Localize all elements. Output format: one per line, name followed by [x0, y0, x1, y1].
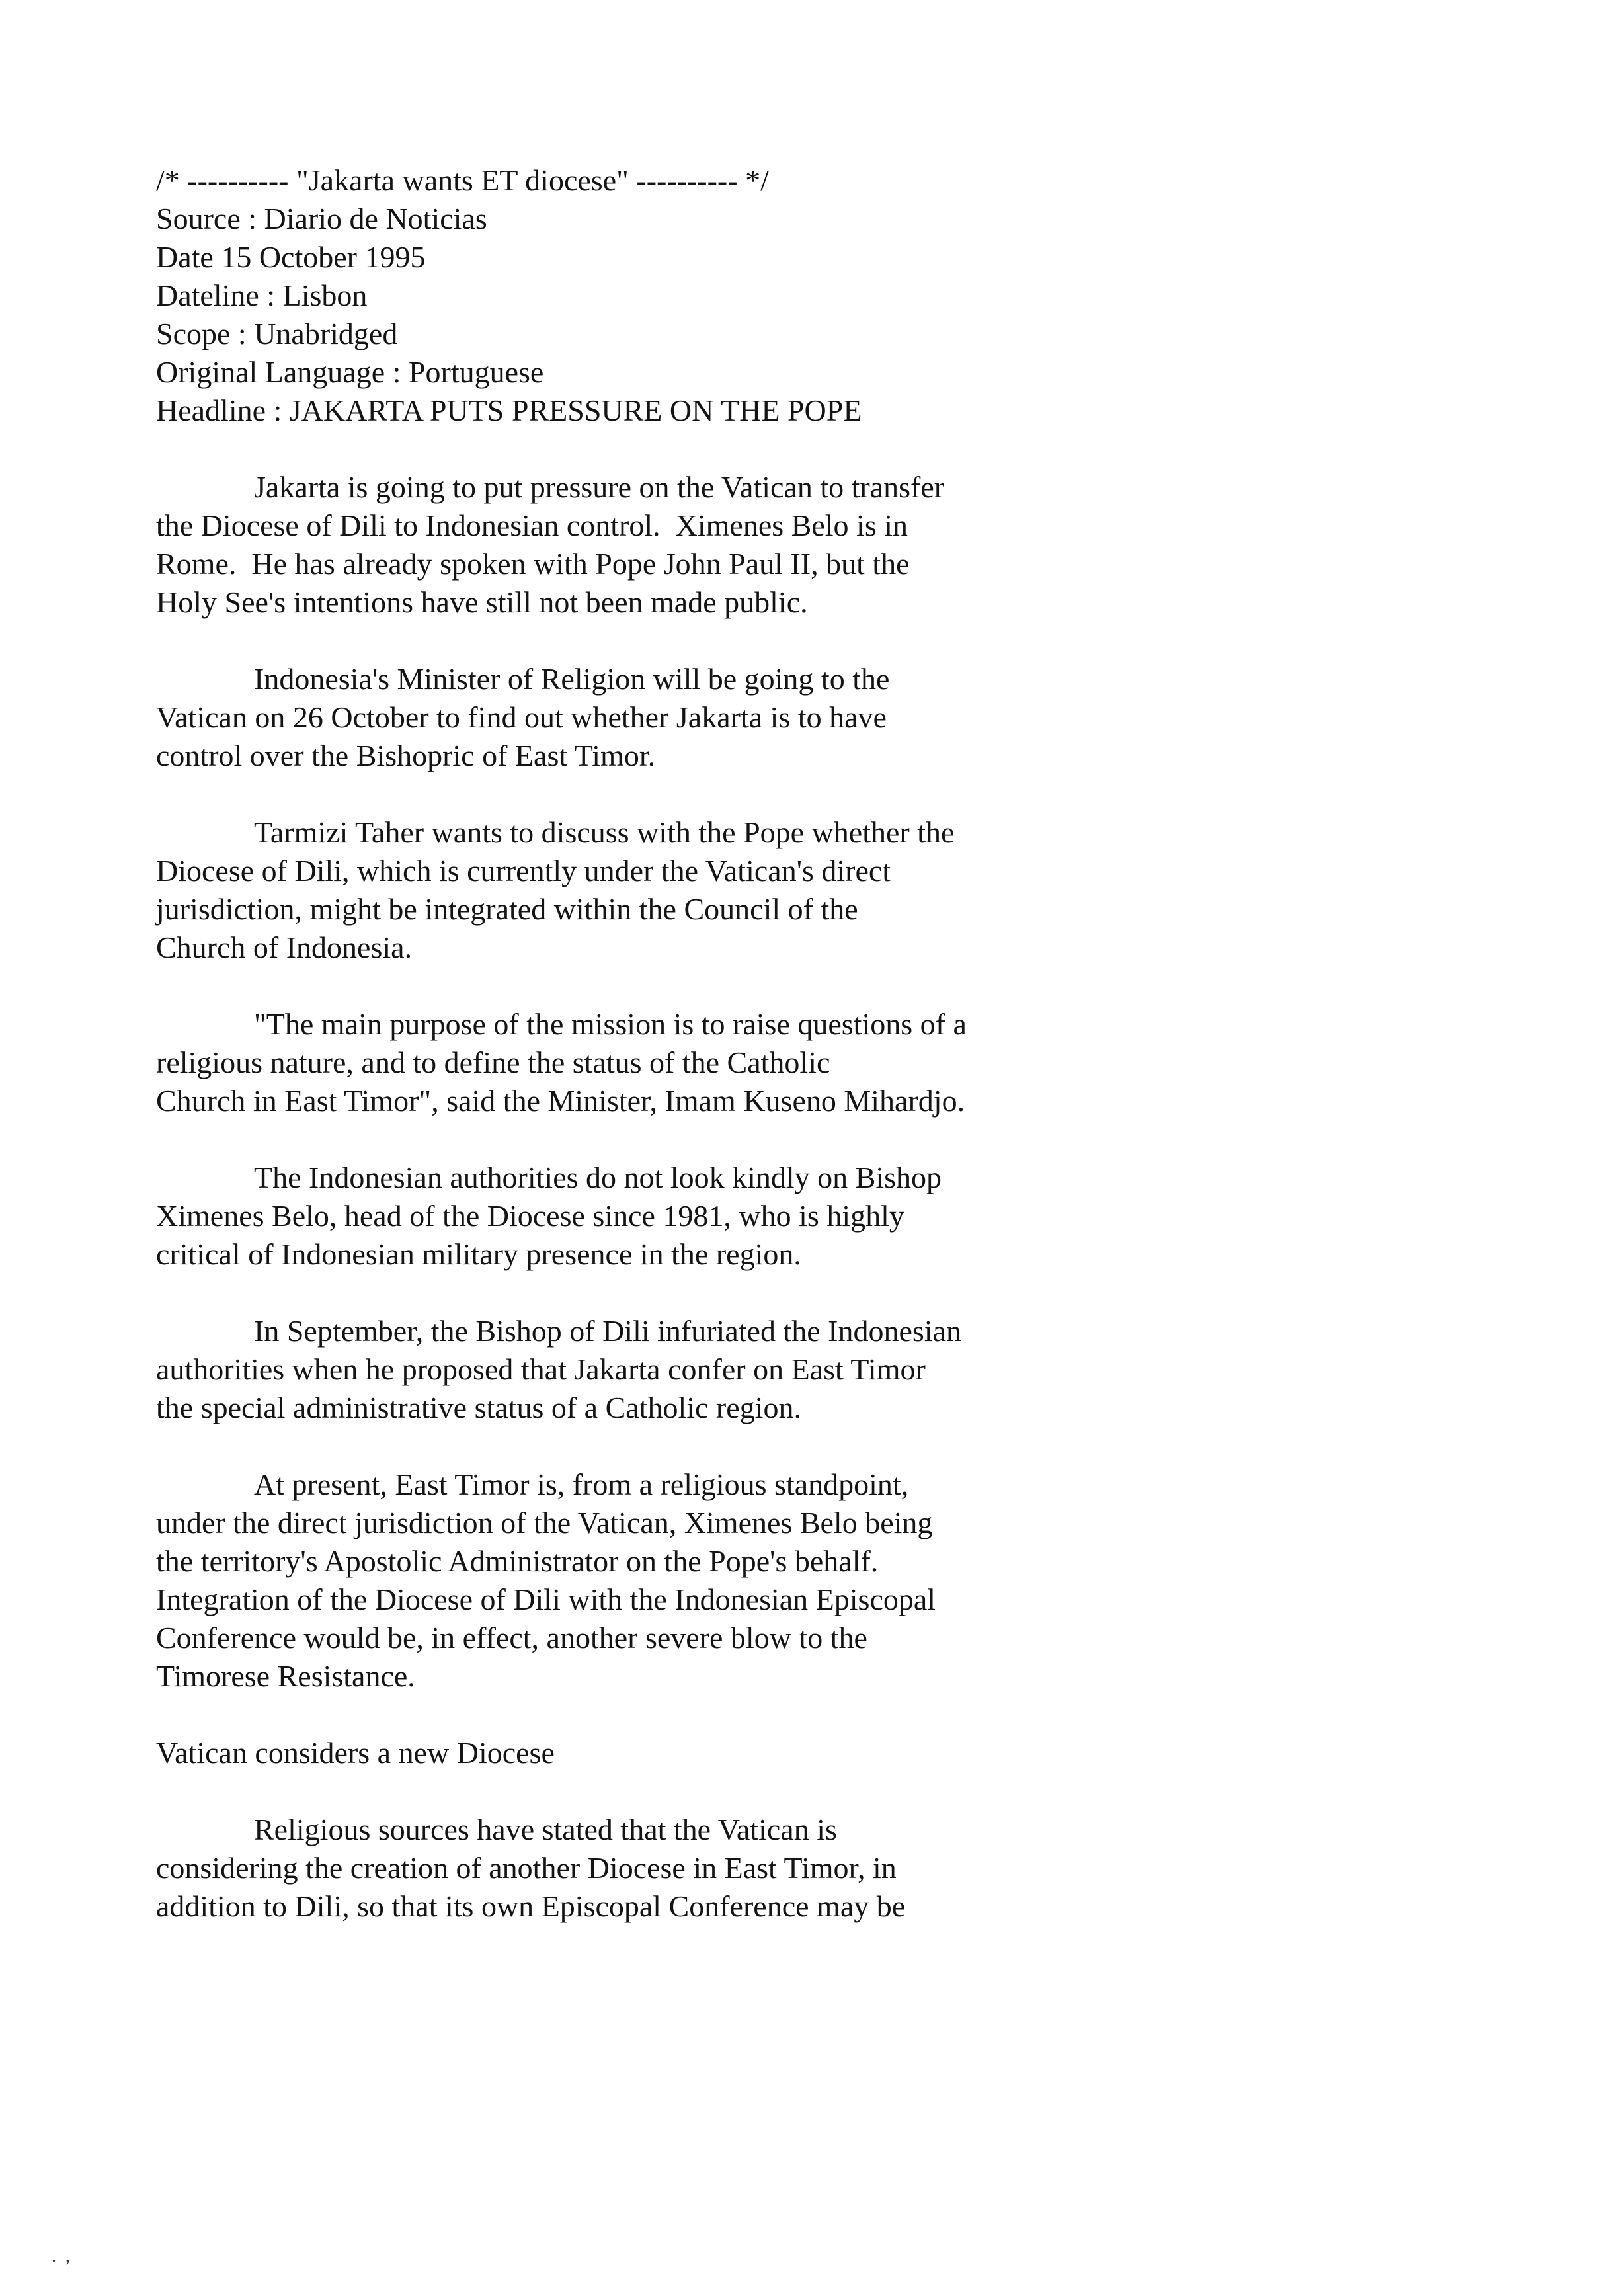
original-language-line: Original Language : Portuguese — [156, 355, 544, 389]
paragraph-line: Ximenes Belo, head of the Diocese since 1981, who is highly — [156, 1199, 904, 1233]
scope-line: Scope : Unabridged — [156, 317, 398, 350]
paragraph-line: In September, the Bishop of Dili infuriated the Indonesian — [254, 1314, 961, 1348]
paragraph-line: Integration of the Diocese of Dili with the Indonesian Episcopal — [156, 1582, 936, 1616]
paragraph-line: Rome. He has already spoken with Pope John Paul II, but the — [156, 547, 910, 581]
paragraph-line: the territory's Apostolic Administrator on the Pope's behalf. — [156, 1544, 879, 1578]
dateline-line: Dateline : Lisbon — [156, 278, 368, 312]
title-line: /* ---------- "Jakarta wants ET diocese" ---------- */ — [156, 163, 769, 197]
paragraph-line: Religious sources have stated that the Vatican is — [254, 1813, 837, 1846]
paragraph-line: Jakarta is going to put pressure on the Vatican to transfer — [254, 470, 945, 504]
headline-line: Headline : JAKARTA PUTS PRESSURE ON THE POPE — [156, 393, 862, 427]
paragraph-line: Conference would be, in effect, another severe blow to the — [156, 1621, 867, 1655]
paragraph — [156, 1159, 1412, 1274]
paragraph — [156, 468, 1412, 622]
source-line: Source : Diario de Noticias — [156, 202, 487, 235]
paragraph-line: under the direct jurisdiction of the Vatican, Ximenes Belo being — [156, 1506, 933, 1539]
paragraph-line: Church of Indonesia. — [156, 930, 413, 964]
article-header — [156, 161, 1412, 430]
paragraph — [156, 1465, 1412, 1696]
paragraph-line: addition to Dili, so that its own Episcopal Conference may be — [156, 1889, 906, 1923]
paragraph — [156, 1005, 1412, 1120]
document-body — [156, 161, 1412, 1926]
paragraph-line: critical of Indonesian military presence in the region. — [156, 1237, 801, 1271]
paragraph-line: Timorese Resistance. — [156, 1659, 415, 1693]
paragraph-line: Diocese of Dili, which is currently under the Vatican's direct — [156, 854, 891, 887]
scan-corner-mark: . , — [52, 2246, 70, 2266]
section-subheading: Vatican considers a new Diocese — [156, 1736, 555, 1770]
paragraph-line: the special administrative status of a Catholic region. — [156, 1391, 801, 1424]
paragraph-line: At present, East Timor is, from a religious standpoint, — [254, 1467, 909, 1501]
article-paragraphs-part1 — [156, 468, 1412, 1696]
paragraph-line: Holy See's intentions have still not been made public. — [156, 585, 808, 619]
paragraph-line: Tarmizi Taher wants to discuss with the Pope whether the — [254, 815, 955, 849]
paragraph-line: the Diocese of Dili to Indonesian control. Ximenes Belo is in — [156, 509, 908, 542]
paragraph-line: "The main purpose of the mission is to raise questions of a — [254, 1007, 967, 1041]
paragraph — [156, 1312, 1412, 1427]
paragraph-line: Vatican on 26 October to find out whether Jakarta is to have — [156, 700, 887, 734]
paragraph-line: Indonesia's Minister of Religion will be going to the — [254, 662, 890, 696]
paragraph-line: jurisdiction, might be integrated within the Council of the — [156, 892, 858, 926]
date-line: Date 15 October 1995 — [156, 240, 426, 274]
article-paragraphs-part2 — [156, 1811, 1412, 1926]
paragraph-line: considering the creation of another Diocese in East Timor, in — [156, 1851, 897, 1885]
paragraph-line: religious nature, and to define the status of the Catholic — [156, 1046, 830, 1079]
paragraph — [156, 813, 1412, 967]
paragraph — [156, 660, 1412, 775]
paragraph-line: Church in East Timor", said the Minister, Imam Kuseno Mihardjo. — [156, 1084, 965, 1118]
paragraph-line: The Indonesian authorities do not look kindly on Bishop — [254, 1161, 942, 1194]
paragraph-line: authorities when he proposed that Jakarta confer on East Timor — [156, 1352, 926, 1386]
paragraph-line: control over the Bishopric of East Timor. — [156, 739, 656, 772]
paragraph — [156, 1811, 1412, 1926]
